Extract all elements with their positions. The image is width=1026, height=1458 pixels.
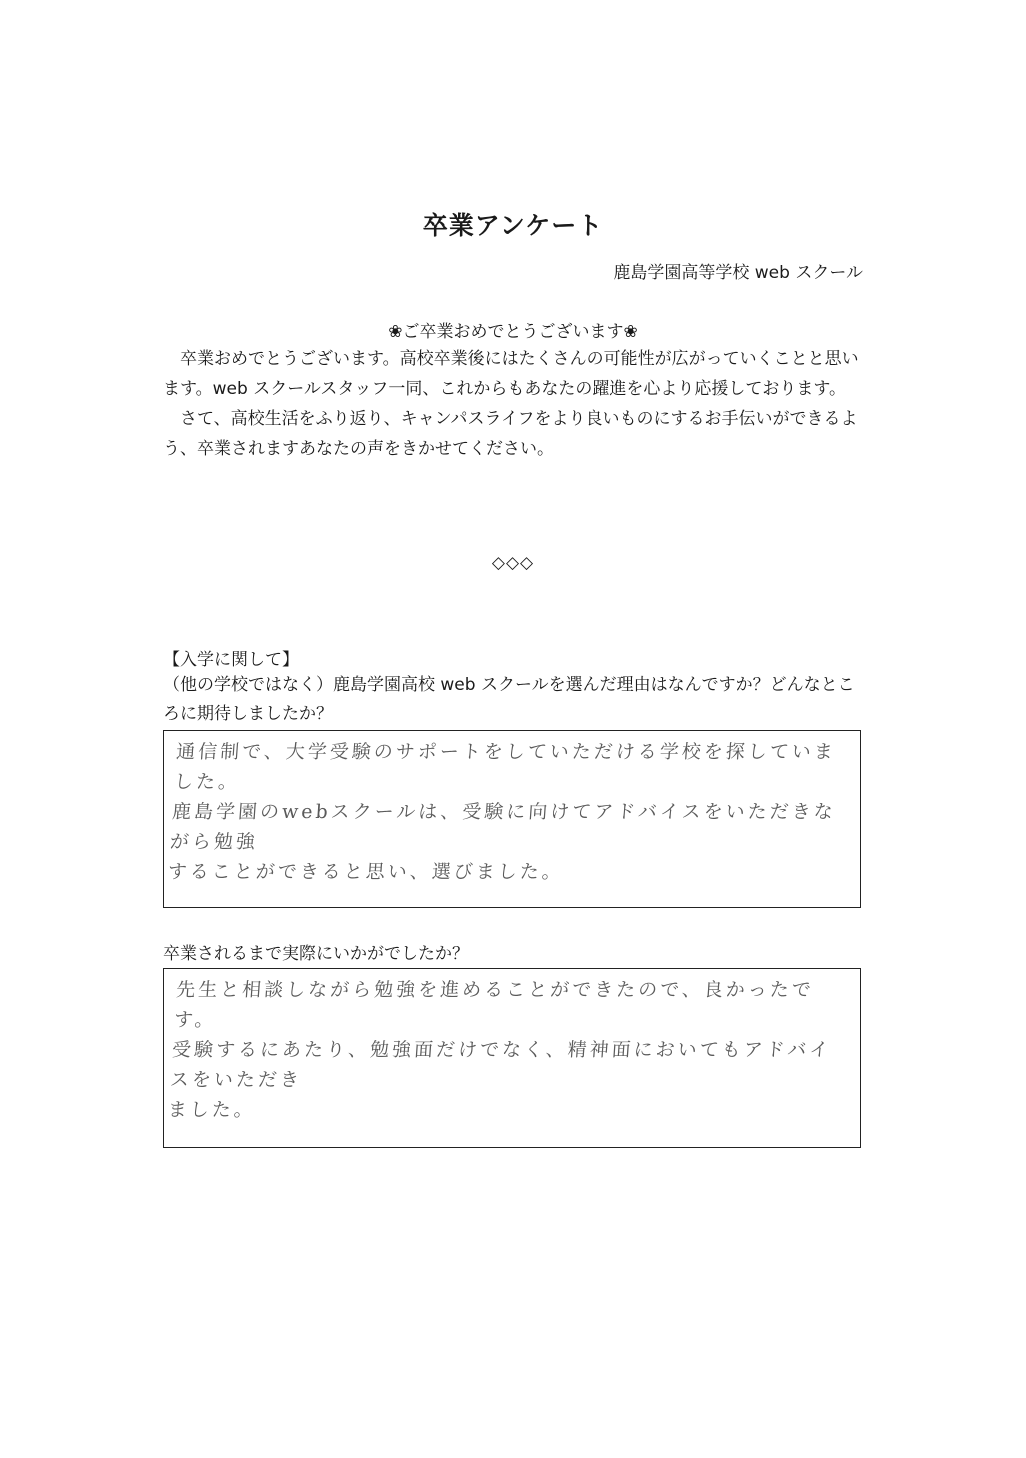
answer-box-2	[163, 968, 861, 1148]
admission-section-heading: 【入学に関して】	[163, 650, 299, 670]
question-1-text: （他の学校ではなく）鹿島学園高校 web スクールを選んだ理由はなんですか？どんなところに期待しましたか？	[163, 675, 855, 724]
answer-1-handwriting: 通信制で、大学受験のサポートをしていただける学校を探していました。 鹿島学園のwebスクールは、受験に向けてアドバイスをいただきながら勉強 することができると思い、選びました。	[167, 741, 837, 883]
section-divider: ◇◇◇	[491, 553, 535, 573]
question-2-text: 卒業されるまで実際にいかがでしたか？	[163, 944, 469, 964]
school-name: 鹿島学園高等学校 web スクール	[613, 263, 863, 283]
document-title: 卒業アンケート	[422, 211, 604, 240]
intro-paragraph-1: 卒業おめでとうございます。高校卒業後にはたくさんの可能性が広がっていくことと思います。web スクールスタッフ一同、これからもあなたの躍進を心より応援しております。	[163, 349, 859, 399]
intro-message	[163, 344, 865, 464]
answer-2-handwriting: 先生と相談しながら勉強を進めることができたので、良かったです。 受験するにあたり、勉強面だけでなく、精神面においてもアドバイスをいただき ました。	[167, 979, 833, 1121]
intro-paragraph-2: さて、高校生活をふり返り、キャンパスライフをより良いものにするお手伝いができるよう、卒業されますあなたの声をきかせてください。	[163, 409, 858, 459]
congratulations-greeting: ❀ご卒業おめでとうございます❀	[388, 322, 638, 342]
answer-box-1	[163, 730, 861, 908]
